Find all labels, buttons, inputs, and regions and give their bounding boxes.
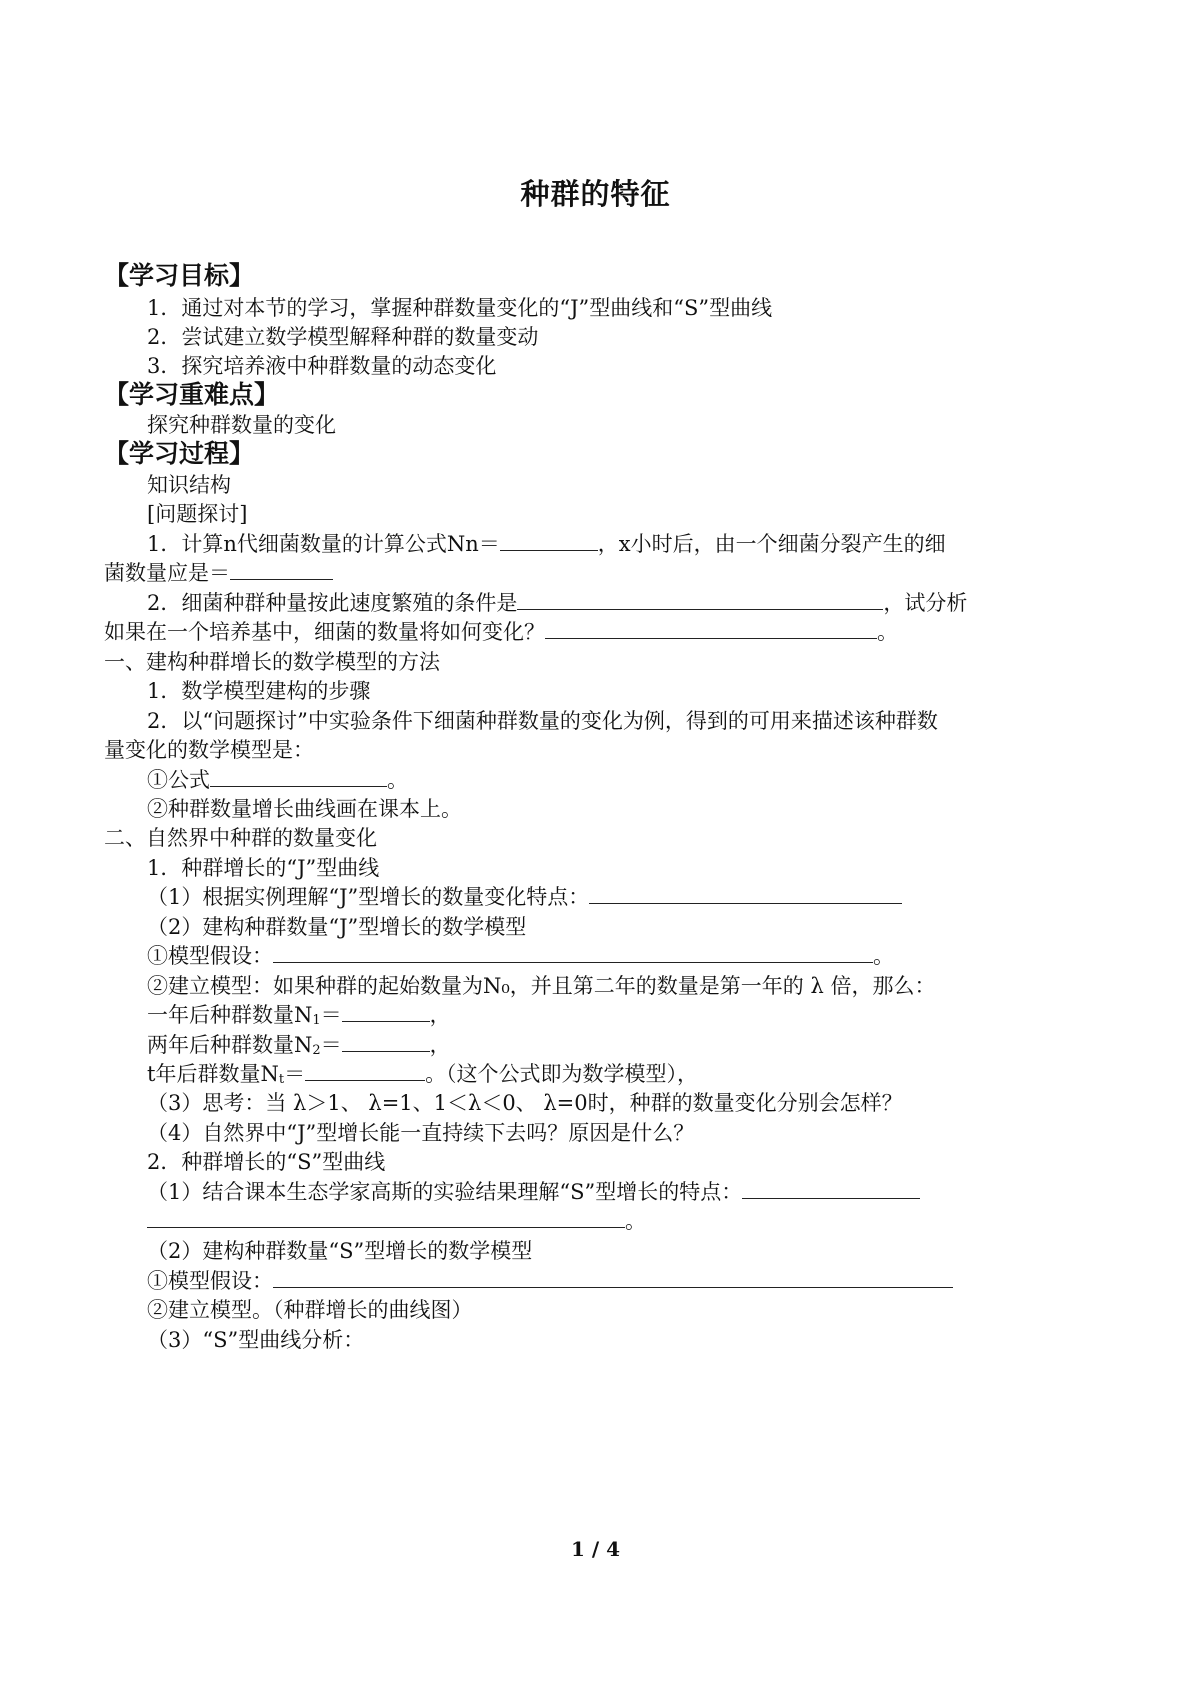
s-build-model: ②建立模型。（种群增长的曲线图） [147,1298,473,1322]
answer-blank[interactable] [545,618,877,639]
n2-line [147,1030,451,1060]
n1-eq: ＝ [320,1003,342,1027]
question-1-cont [104,558,333,588]
curve-line: ②种群数量增长曲线画在课本上。 [147,797,462,821]
n1-subscript: 1 [312,1013,321,1028]
s-assumption [147,1266,953,1296]
s-curve-title: 2．种群增长的“S”型曲线 [147,1150,386,1174]
q2-text-d: 。 [877,620,898,644]
n1-end: ， [429,1003,451,1027]
s-assume-label: ①模型假设： [147,1269,273,1293]
answer-blank[interactable] [305,1060,425,1081]
section-1-item-2-cont: 量变化的数学模型是： [104,738,314,762]
page-title: 种群的特征 [520,177,671,211]
key-text: 探究种群数量的变化 [147,413,336,437]
s-item-1 [147,1177,920,1207]
question-2-cont [104,617,898,647]
answer-blank[interactable] [273,1267,953,1288]
answer-blank[interactable] [742,1178,920,1199]
s-item-1-cont [147,1206,646,1236]
answer-blank[interactable] [342,1001,430,1022]
j-item-1 [147,882,902,912]
n1-line [147,1000,451,1030]
answer-blank[interactable] [500,530,598,551]
q1-text-a: 1．计算n代细菌数量的计算公式Nn＝ [147,532,500,556]
n2-end: ， [429,1033,451,1057]
answer-blank[interactable] [342,1031,430,1052]
j-curve-title: 1．种群增长的“J”型曲线 [147,856,380,880]
section-2-title: 二、自然界中种群的数量变化 [104,826,377,850]
formula-line [147,765,408,795]
j-assume-end: 。 [873,944,894,968]
answer-blank[interactable] [147,1207,625,1228]
answer-blank[interactable] [517,589,883,610]
j-assume-label: ①模型假设： [147,944,273,968]
goal-item: 3．探究培养液中种群数量的动态变化 [147,354,497,378]
j-item-4: （4）自然界中“J”型增长能一直持续下去吗？原因是什么？ [147,1121,695,1145]
page-number: 1 / 4 [570,1537,621,1561]
answer-blank[interactable] [273,942,873,963]
n2-label: 两年后种群数量N [147,1033,313,1057]
goal-item: 2．尝试建立数学模型解释种群的数量变动 [147,325,539,349]
answer-blank[interactable] [589,883,902,904]
j-item-2: （2）建构种群数量“J”型增长的数学模型 [147,915,527,939]
goal-item: 1．通过对本节的学习，掌握种群数量变化的“J”型曲线和“S”型曲线 [147,296,773,320]
j-assumption [147,941,894,971]
nt-eq: ＝ [284,1062,306,1086]
section-1-title: 一、建构种群增长的数学模型的方法 [104,650,440,674]
goals-heading: 【学习目标】 [104,261,255,290]
nt-end: 。（这个公式即为数学模型）， [425,1062,699,1086]
formula-end: 。 [387,768,408,792]
nt-line [147,1059,698,1089]
knowledge-structure: 知识结构 [147,473,231,497]
s-item-2: （2）建构种群数量“S”型增长的数学模型 [147,1239,533,1263]
q2-text-c: 如果在一个培养基中，细菌的数量将如何变化？ [104,620,545,644]
j-build-model: ②建立模型：如果种群的起始数量为N₀，并且第二年的数量是第一年的 λ 倍，那么： [147,974,936,998]
nt-label: t年后群数量N [147,1062,279,1086]
n2-subscript: 2 [312,1043,321,1058]
j1-text: （1）根据实例理解“J”型增长的数量变化特点： [147,885,590,909]
question-2 [147,588,967,618]
key-heading: 【学习重难点】 [104,380,280,409]
question-1 [147,529,946,559]
q1-text-b: ，x小时后，由一个细菌分裂产生的细 [597,532,946,556]
s-item-3: （3）“S”型曲线分析： [147,1328,365,1352]
q1-text-c: 菌数量应是＝ [104,561,230,585]
j-item-3: （3）思考：当 λ＞1、 λ=1、1＜λ＜0、 λ=0时，种群的数量变化分别会怎样？ [147,1091,903,1115]
section-1-item-2: 2．以“问题探讨”中实验条件下细菌种群数量的变化为例，得到的可用来描述该种群数 [147,709,938,733]
q2-text-a: 2．细菌种群种量按此速度繁殖的条件是 [147,591,518,615]
answer-blank[interactable] [230,559,333,580]
n2-eq: ＝ [320,1033,342,1057]
answer-blank[interactable] [210,766,387,787]
q2-text-b: ，试分析 [883,591,968,615]
s1-text: （1）结合课本生态学家高斯的实验结果理解“S”型增长的特点： [147,1180,743,1204]
process-heading: 【学习过程】 [104,439,255,468]
n1-label: 一年后种群数量N [147,1003,313,1027]
formula-label: ①公式 [147,768,210,792]
s1-end: 。 [625,1209,646,1233]
section-1-item-1: 1．数学模型建构的步骤 [147,679,371,703]
nt-subscript: t [278,1072,285,1087]
problem-discussion: [问题探讨] [147,502,248,526]
